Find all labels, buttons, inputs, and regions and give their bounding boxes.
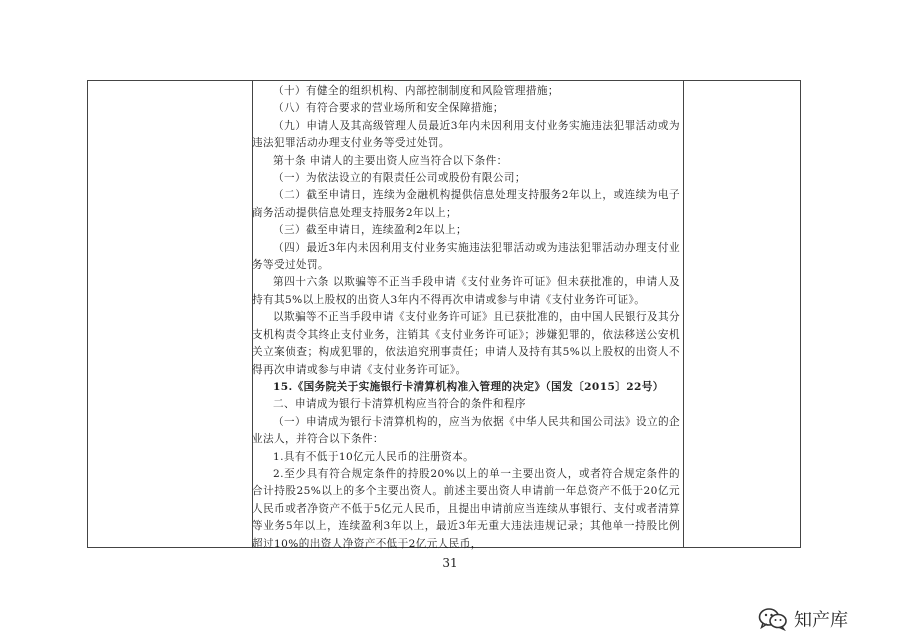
column-divider-right [683, 81, 684, 547]
paragraph: 第十条 申请人的主要出资人应当符合以下条件： [273, 154, 508, 167]
paragraph: （一）为依法设立的有限责任公司或股份有限公司； [273, 172, 526, 185]
paragraph: （九）申请人及其高级管理人员最近3年内未因利用支付业务实施违法犯罪活动或为违法犯罪活动办理支付业务等受过处罚。 [252, 119, 680, 150]
paragraph: （二）截至申请日，连续为金融机构提供信息处理支持服务2年以上，或连续为电子商务活动提供信息处理支持服务2年以上； [252, 189, 680, 219]
paragraph: 二、申请成为银行卡清算机构应当符合的条件和程序 [273, 398, 526, 411]
paragraph: 2.至少具有符合规定条件的持股20%以上的单一主要出资人，或者符合规定条件的合计持股25%以上的多个主要出资人。前述主要出资人申请前一年总资产不低于20亿元人民币或者净资产不低于5亿元人民币，且提出申请前应当连续从事银行、支付或者清算等业务5年以上，连续盈利3年以上，最近3年无重大违法违规记录；其他单一持股比例超过10%的出资人净资产不低于2亿元人民币， [252, 467, 680, 550]
paragraph: （八）有符合要求的营业场所和安全保障措施； [273, 102, 504, 115]
page-number: 31 [442, 556, 458, 570]
paragraph: 1.具有不低于10亿元人民币的注册资本。 [273, 450, 475, 463]
watermark-text: 知产库 [794, 610, 848, 631]
watermark [758, 606, 848, 632]
paragraph: （三）截至申请日，连续盈利2年以上； [273, 224, 468, 237]
paragraph: 15.《国务院关于实施银行卡清算机构准入管理的决定》（国发〔2015〕22号） [273, 380, 664, 393]
paragraph: （十）有健全的组织机构、内部控制制度和风险管理措施； [273, 85, 559, 97]
paragraph: （一）申请成为银行卡清算机构的，应当为依据《中华人民共和国公司法》设立的企业法人，并符合以下条件： [252, 415, 680, 446]
wechat-icon [758, 607, 788, 631]
paragraph: 以欺骗等不正当手段申请《支付业务许可证》且已获批准的，由中国人民银行及其分支机构责令其终止支付业务，注销其《支付业务许可证》；涉嫌犯罪的，依法移送公安机关立案侦查；构成犯罪的，依法追究刑事责任；申请人及持有其5%以上股权的出资人不得再次申请或参与申请《支付业务许可证》。 [252, 311, 680, 376]
paragraph: 第四十六条 以欺骗等不正当手段申请《支付业务许可证》但未获批准的，申请人及持有其5%以上股权的出资人3年内不得再次申请或参与申请《支付业务许可证》。 [252, 276, 680, 306]
paragraph: （四）最近3年内未因利用支付业务实施违法犯罪活动或为违法犯罪活动办理支付业务等受过处罚。 [252, 241, 680, 272]
table-cell-content [252, 83, 680, 553]
